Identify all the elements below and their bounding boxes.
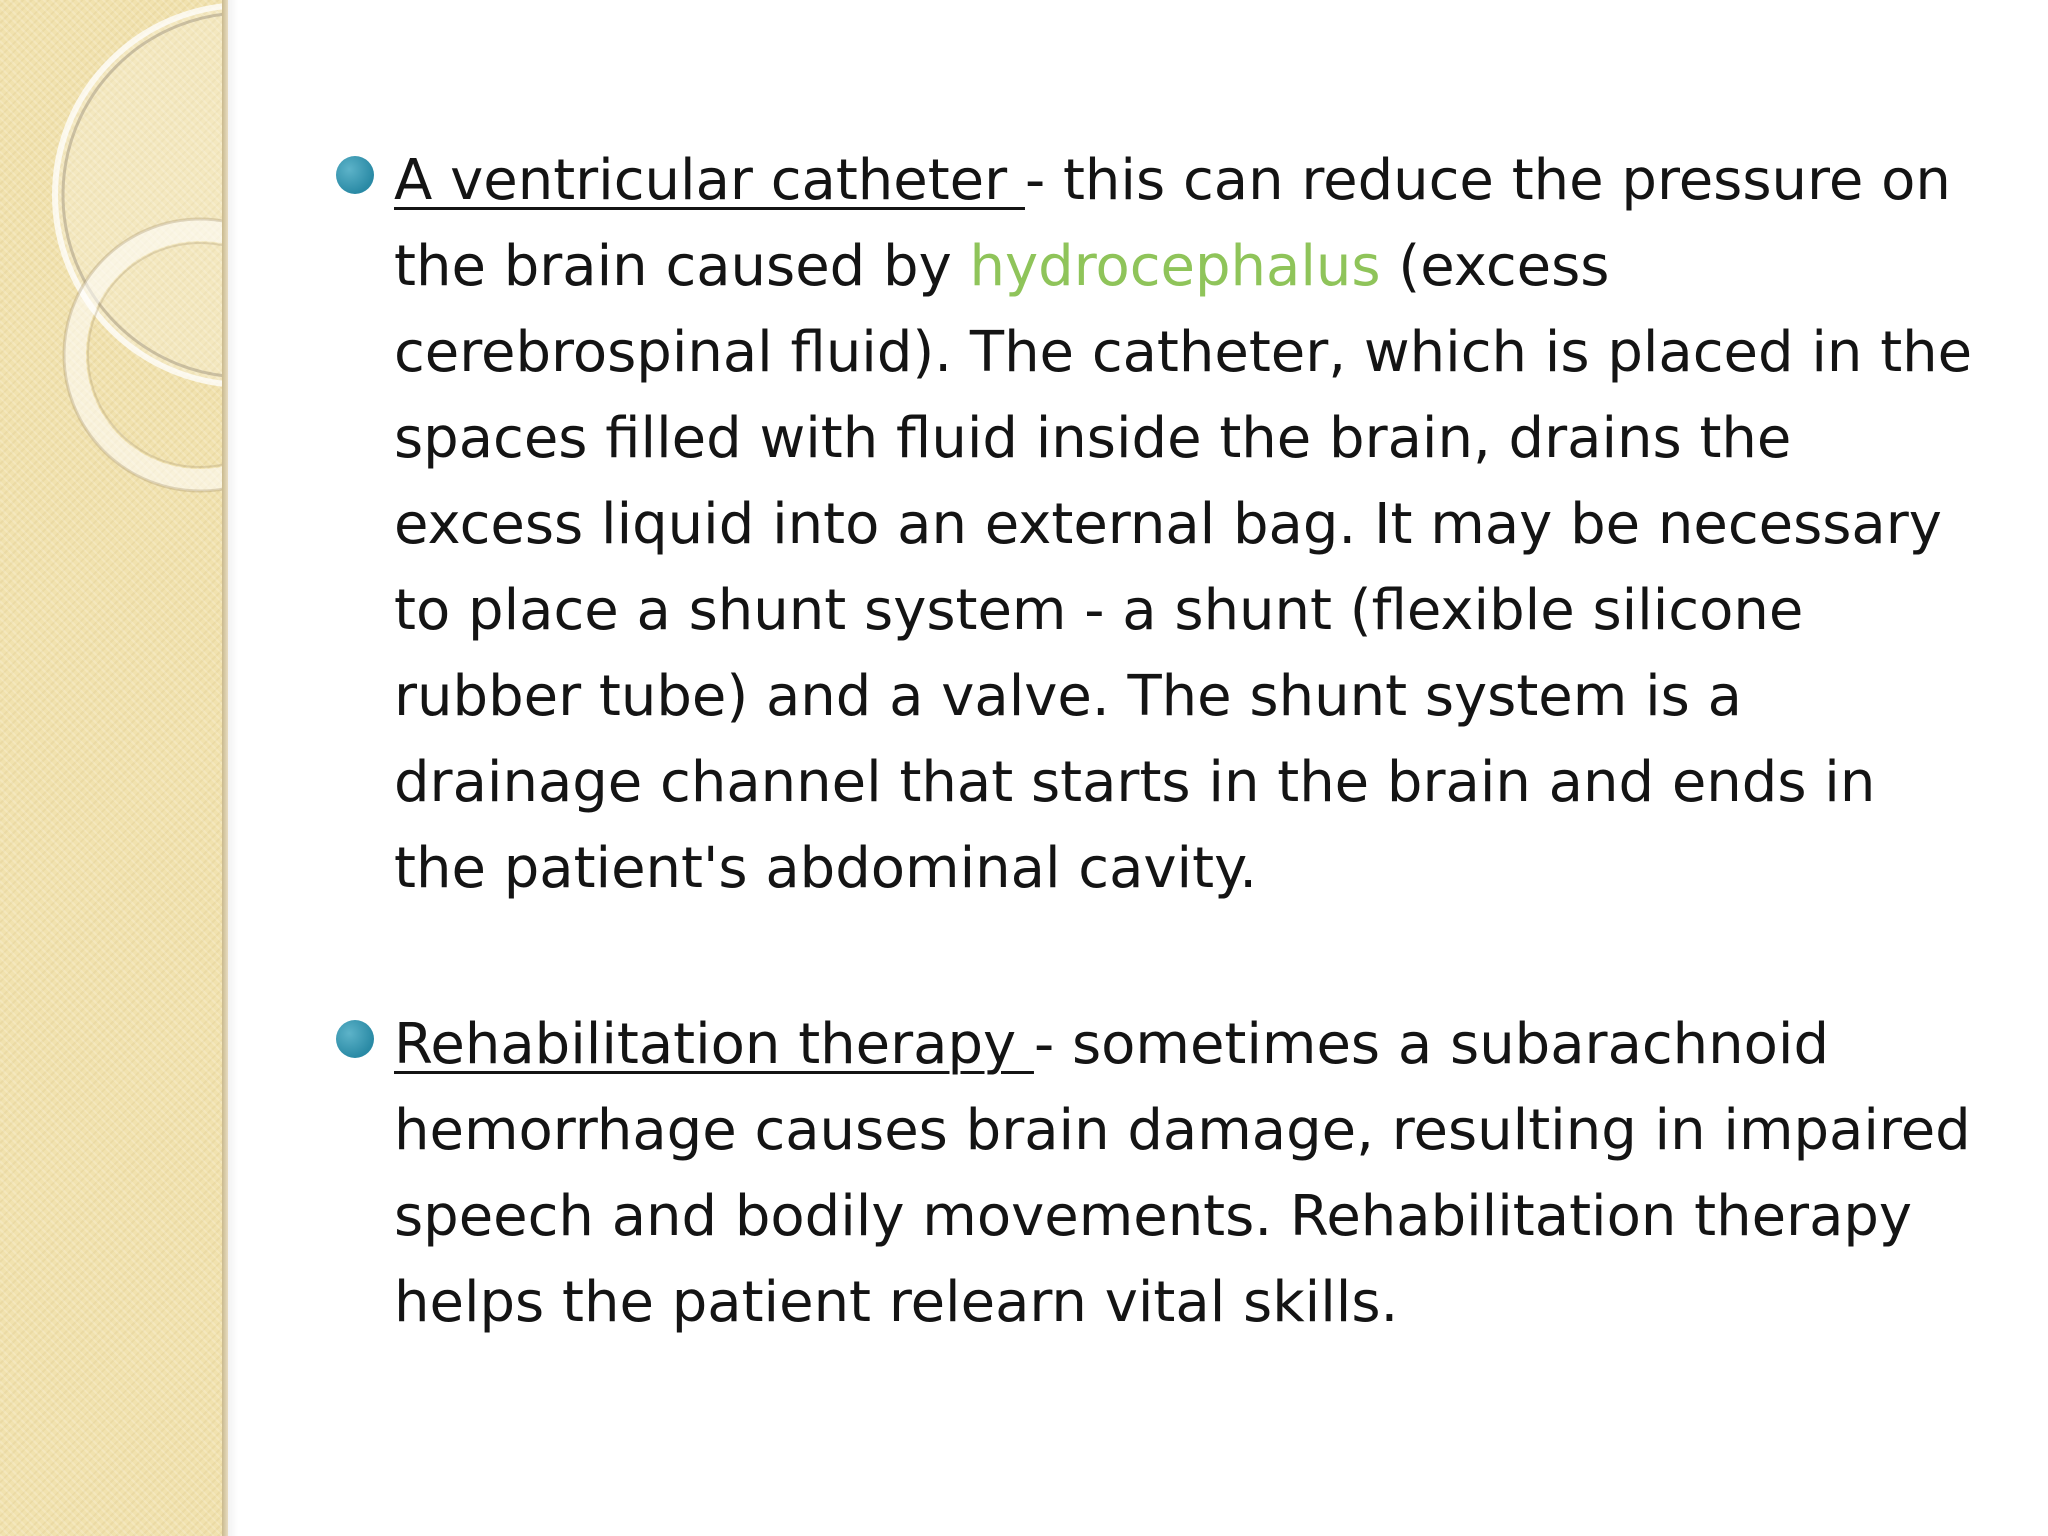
bullet-list [330, 138, 1980, 1436]
sidebar-shadow [228, 0, 238, 1536]
term-rehabilitation-therapy: Rehabilitation therapy [394, 1012, 1034, 1077]
bullet-rehabilitation-therapy [330, 1002, 1980, 1346]
bullet-dot-icon [336, 156, 374, 194]
ventricular-catheter-text-before: - this can reduce the pressure on the brain caused by [394, 148, 1951, 299]
bullet-dot-icon [336, 1020, 374, 1058]
rehabilitation-therapy-text: - sometimes a subarachnoid hemorrhage causes brain damage, resulting in impaired speech and bodily movements. Rehabilitation therapy helps the patient relearn vital skills. [394, 1012, 1971, 1335]
ventricular-catheter-text-after: (excess cerebrospinal fluid). The catheter, which is placed in the spaces filled with fluid inside the brain, drains the excess liquid into an external bag. It may be necessary to place a shunt system - a shunt (flexible silicone rubber tube) and a valve. The shunt system is a drainage channel that starts in the brain and ends in the patient's abdominal cavity. [394, 234, 1973, 901]
hydrocephalus-highlight: hydrocephalus [969, 234, 1381, 299]
bullet-ventricular-catheter [330, 138, 1980, 912]
decorative-rings [0, 0, 228, 520]
decorative-sidebar [0, 0, 228, 1536]
term-ventricular-catheter: A ventricular catheter [394, 148, 1025, 213]
